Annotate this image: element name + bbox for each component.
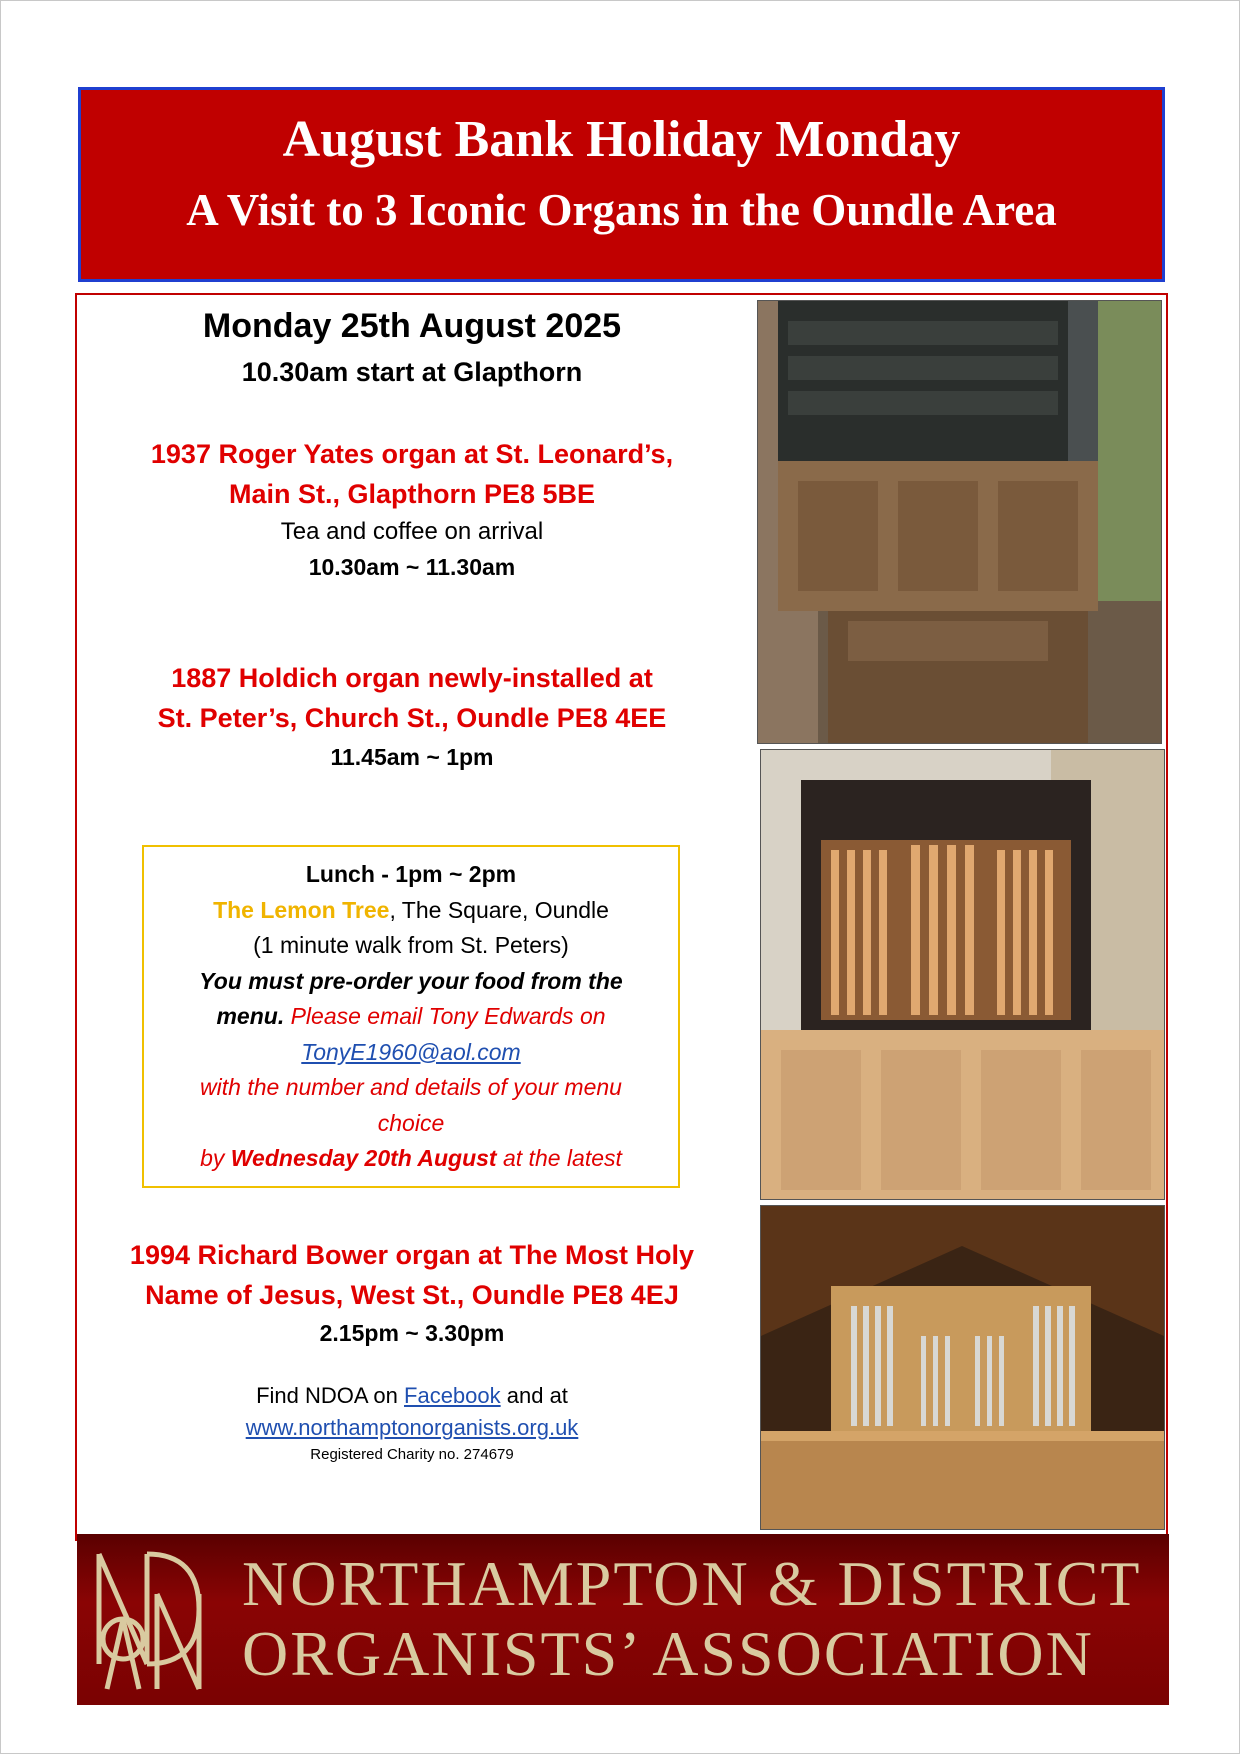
venue-1-note: Tea and coffee on arrival: [280, 518, 544, 545]
banner-title: August Bank Holiday Monday: [282, 111, 961, 168]
lunch-details-line2: choice: [377, 1109, 445, 1136]
lunch-details-line1: with the number and details of your menu: [200, 1074, 622, 1100]
org-name-line2: ORGANISTS’ ASSOCIATION: [242, 1618, 1094, 1689]
venue-3-time: 2.15pm ~ 3.30pm: [319, 1320, 505, 1346]
website-line: [92, 1412, 732, 1443]
lunch-email-line: [144, 1035, 678, 1071]
lunch-preorder-line2: [144, 999, 678, 1035]
lunch-box: [142, 845, 680, 1188]
website-link[interactable]: www.northamptonorganists.org.uk: [245, 1415, 579, 1440]
venue-1-line1: 1937 Roger Yates organ at St. Leonard’s,: [150, 439, 674, 469]
find-text-a: Find NDOA on: [256, 1383, 405, 1408]
lunch-walk: (1 minute walk from St. Peters): [253, 932, 569, 958]
lunch-email-request: Please email Tony Edwards on: [290, 1003, 606, 1029]
banner-subtitle: A Visit to 3 Iconic Organs in the Oundle Area: [186, 185, 1057, 235]
ndoa-logo: [87, 1544, 212, 1694]
facebook-link[interactable]: Facebook: [404, 1383, 501, 1408]
event-start: 10.30am start at Glapthorn: [241, 357, 583, 387]
lunch-place-rest: , The Square, Oundle: [389, 896, 609, 923]
lunch-heading: Lunch - 1pm ~ 2pm: [305, 861, 517, 887]
event-date: Monday 25th August 2025: [202, 307, 622, 345]
lunch-place-name: The Lemon Tree: [213, 896, 390, 923]
venue-2-line1: 1887 Holdich organ newly-installed at: [171, 663, 653, 693]
lunch-place: [144, 893, 678, 929]
footer-banner: [77, 1534, 1169, 1705]
photo-richard-bower-organ: [760, 1205, 1165, 1530]
lunch-deadline: Wednesday 20th August: [230, 1145, 497, 1171]
photo-roger-yates-organ: [757, 300, 1162, 744]
venue-3-line2: Name of Jesus, West St., Oundle PE8 4EJ: [145, 1280, 679, 1310]
lunch-deadline-line: [144, 1141, 678, 1177]
lunch-preorder-line1: You must pre-order your food from the: [199, 967, 623, 994]
lunch-latest: at the latest: [496, 1145, 622, 1171]
find-ndoa: [92, 1380, 732, 1411]
title-banner: [78, 87, 1165, 282]
venue-1-line2: Main St., Glapthorn PE8 5BE: [228, 479, 596, 509]
photo-holdich-organ: [760, 749, 1165, 1200]
org-name-line1: NORTHAMPTON & DISTRICT: [242, 1548, 1142, 1619]
venue-3: [92, 1235, 732, 1315]
venue-1-time: 10.30am ~ 11.30am: [308, 554, 516, 580]
venue-3-line1: 1994 Richard Bower organ at The Most Holy: [129, 1240, 695, 1270]
lunch-email-link[interactable]: TonyE1960@aol.com: [301, 1038, 521, 1065]
find-text-b: and at: [500, 1383, 568, 1408]
lunch-by: by: [200, 1145, 231, 1171]
venue-2: [92, 658, 732, 738]
charity-number: Registered Charity no. 274679: [310, 1446, 514, 1463]
venue-2-time: 11.45am ~ 1pm: [330, 744, 494, 770]
venue-1: [92, 434, 732, 514]
lunch-preorder-dot: .: [277, 1003, 291, 1029]
venue-2-line2: St. Peter’s, Church St., Oundle PE8 4EE: [157, 703, 667, 733]
lunch-preorder-menu: menu: [216, 1003, 278, 1029]
